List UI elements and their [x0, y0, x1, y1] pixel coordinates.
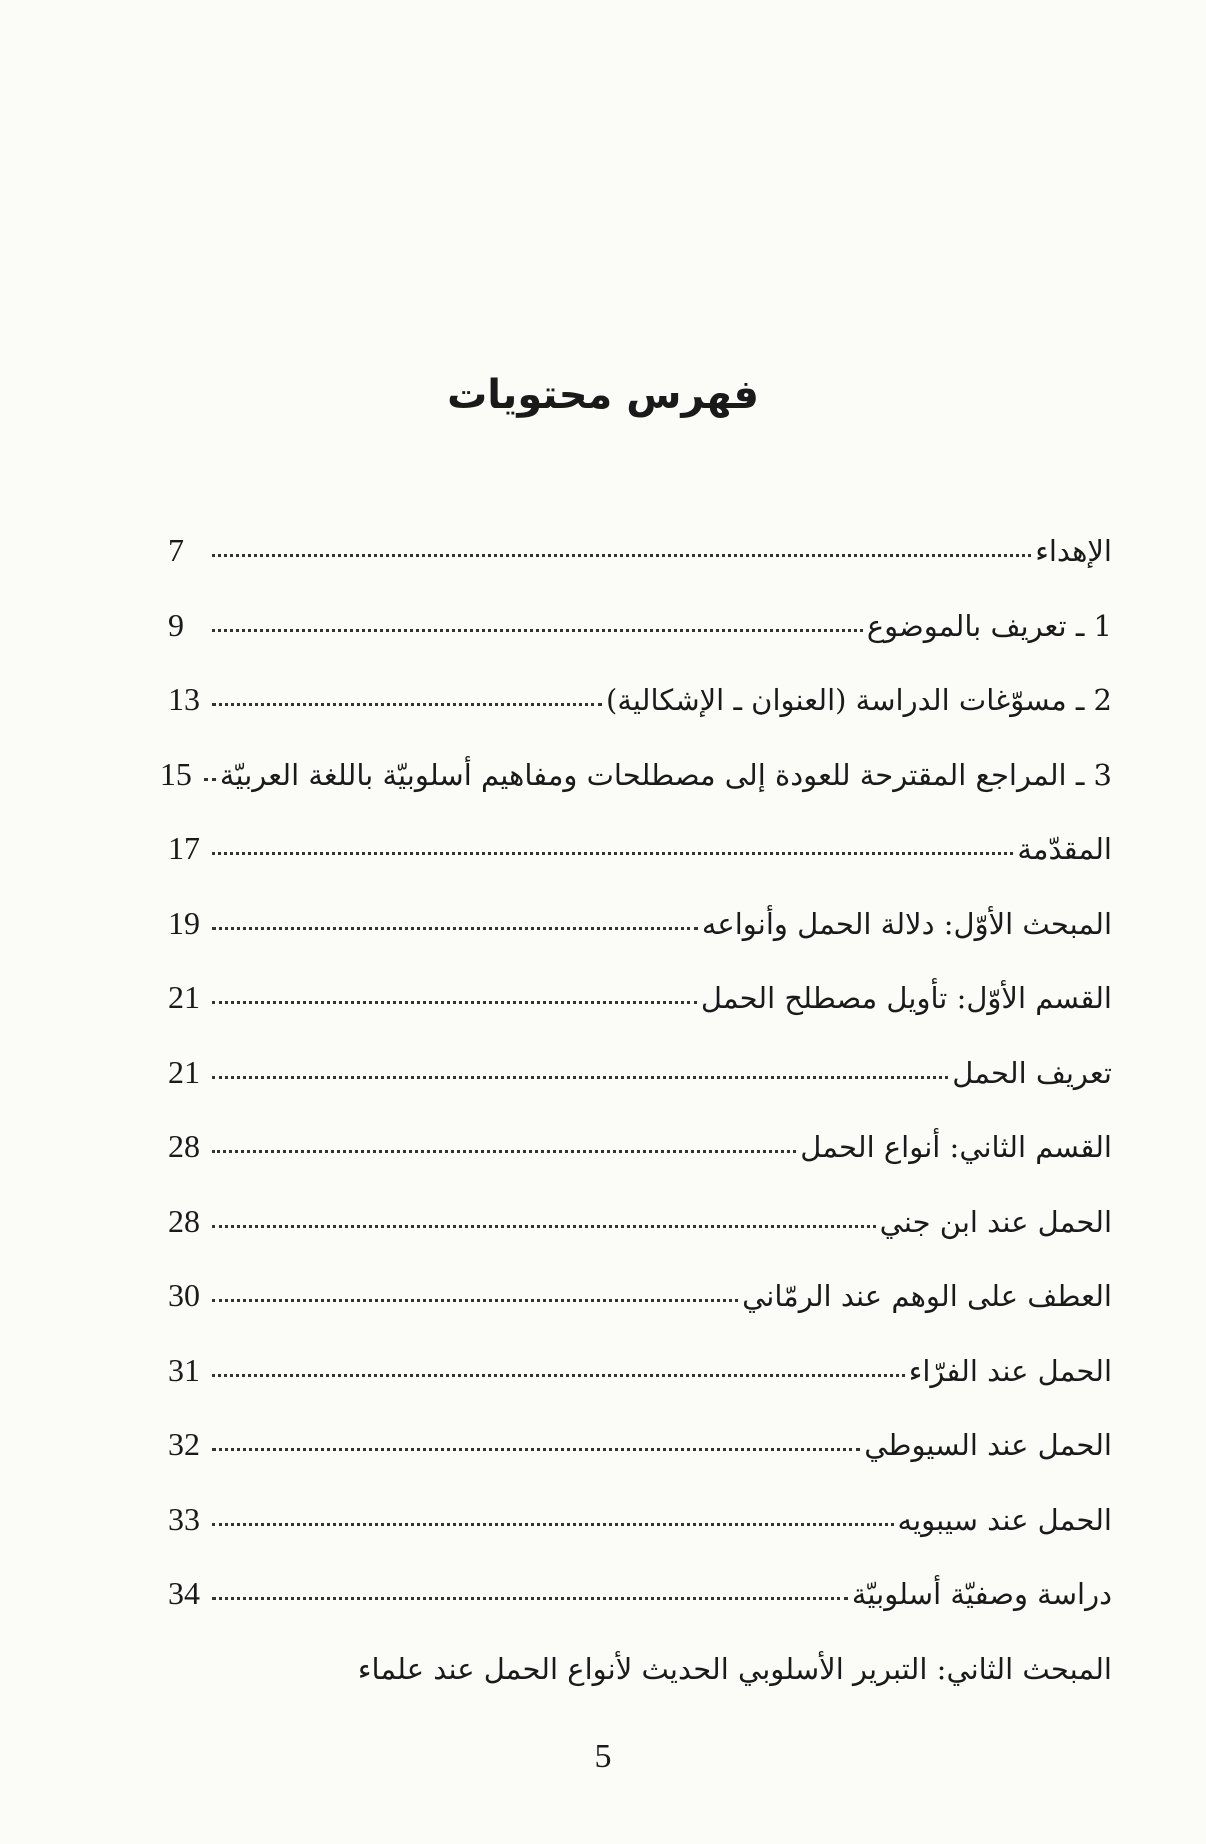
toc-entry	[168, 1128, 1112, 1203]
dot-leader	[212, 1374, 905, 1377]
toc-entry-page: 31	[168, 1351, 200, 1388]
toc-entry-page: 19	[168, 904, 200, 941]
toc-entry-page: 15	[159, 755, 192, 792]
toc-entry-label: 3 ـ المراجع المقترحة للعودة إلى مصطلحات ومفاهيم أسلوبيّة باللغة العربيّة	[219, 757, 1112, 792]
toc-entry	[168, 979, 1112, 1054]
toc-entry	[168, 1352, 1112, 1427]
toc-entry	[168, 1203, 1112, 1278]
dot-leader	[212, 1299, 738, 1302]
toc-entry-label: القسم الأوّل: تأويل مصطلح الحمل	[700, 981, 1112, 1015]
dot-leader	[212, 1523, 894, 1526]
page-number: 5	[594, 1738, 612, 1775]
toc-entry-page: 7	[168, 532, 184, 568]
toc-entry-page: 28	[168, 1128, 200, 1164]
toc-entry	[159, 755, 1112, 831]
toc-entry-page: 17	[168, 830, 200, 866]
toc-entry	[168, 532, 1112, 607]
toc-entry	[168, 1426, 1112, 1501]
toc-entry-label: دراسة وصفيّة أسلوبيّة	[851, 1577, 1112, 1611]
toc-entry-page: 21	[168, 979, 200, 1015]
toc-entry-label: تعريف الحمل	[952, 1055, 1112, 1090]
toc-entry-label: القسم الثاني: أنواع الحمل	[800, 1130, 1112, 1164]
toc-entry-page: 33	[168, 1500, 200, 1537]
dot-leader	[212, 1448, 860, 1451]
dot-leader	[212, 927, 698, 930]
page-title: فهرس محتويات	[447, 372, 759, 418]
toc-entry	[168, 1501, 1112, 1576]
dot-leader	[212, 703, 602, 706]
toc-entry-label: المقدّمة	[1017, 832, 1112, 866]
toc-entry	[168, 607, 1112, 682]
toc-entry-page: 13	[168, 681, 200, 717]
toc-entry-label: 2 ـ مسوّغات الدراسة (العنوان ـ الإشكالية)	[606, 683, 1112, 717]
toc-continuation-line: المبحث الثاني: التبرير الأسلوبي الحديث لأنواع الحمل عند علماء	[357, 1652, 1112, 1686]
toc-entry-page: 34	[168, 1575, 200, 1611]
toc-entry	[168, 1277, 1112, 1352]
dot-leader	[212, 1076, 948, 1079]
table-of-contents	[159, 532, 1112, 1650]
toc-entry-label: الإهداء	[1035, 534, 1112, 568]
dot-leader	[212, 1150, 796, 1153]
toc-entry	[168, 830, 1112, 905]
dot-leader	[212, 554, 1031, 557]
toc-entry-label: 1 ـ تعريف بالموضوع	[866, 608, 1112, 643]
toc-entry-page: 32	[168, 1426, 200, 1462]
toc-entry	[168, 905, 1112, 980]
toc-entry-page: 21	[168, 1053, 200, 1090]
toc-entry	[168, 681, 1112, 756]
toc-entry-label: الحمل عند ابن جني	[879, 1204, 1112, 1239]
dot-leader	[212, 1225, 876, 1228]
dot-leader	[212, 1001, 697, 1004]
toc-entry-label: العطف على الوهم عند الرمّاني	[742, 1279, 1112, 1313]
dot-leader	[212, 1597, 848, 1600]
toc-entry	[168, 1054, 1112, 1129]
toc-entry-page: 30	[168, 1277, 200, 1313]
dot-leader	[204, 778, 216, 781]
toc-entry-page: 28	[168, 1202, 200, 1239]
toc-entry-label: المبحث الأوّل: دلالة الحمل وأنواعه	[701, 906, 1112, 941]
toc-entry-label: الحمل عند الفرّاء	[908, 1353, 1112, 1388]
dot-leader	[212, 629, 863, 632]
dot-leader	[212, 852, 1013, 855]
toc-entry-page: 9	[168, 606, 184, 643]
toc-entry	[168, 1575, 1112, 1650]
toc-entry-label: الحمل عند السيوطي	[864, 1428, 1112, 1462]
toc-entry-label: الحمل عند سيبويه	[897, 1502, 1112, 1537]
